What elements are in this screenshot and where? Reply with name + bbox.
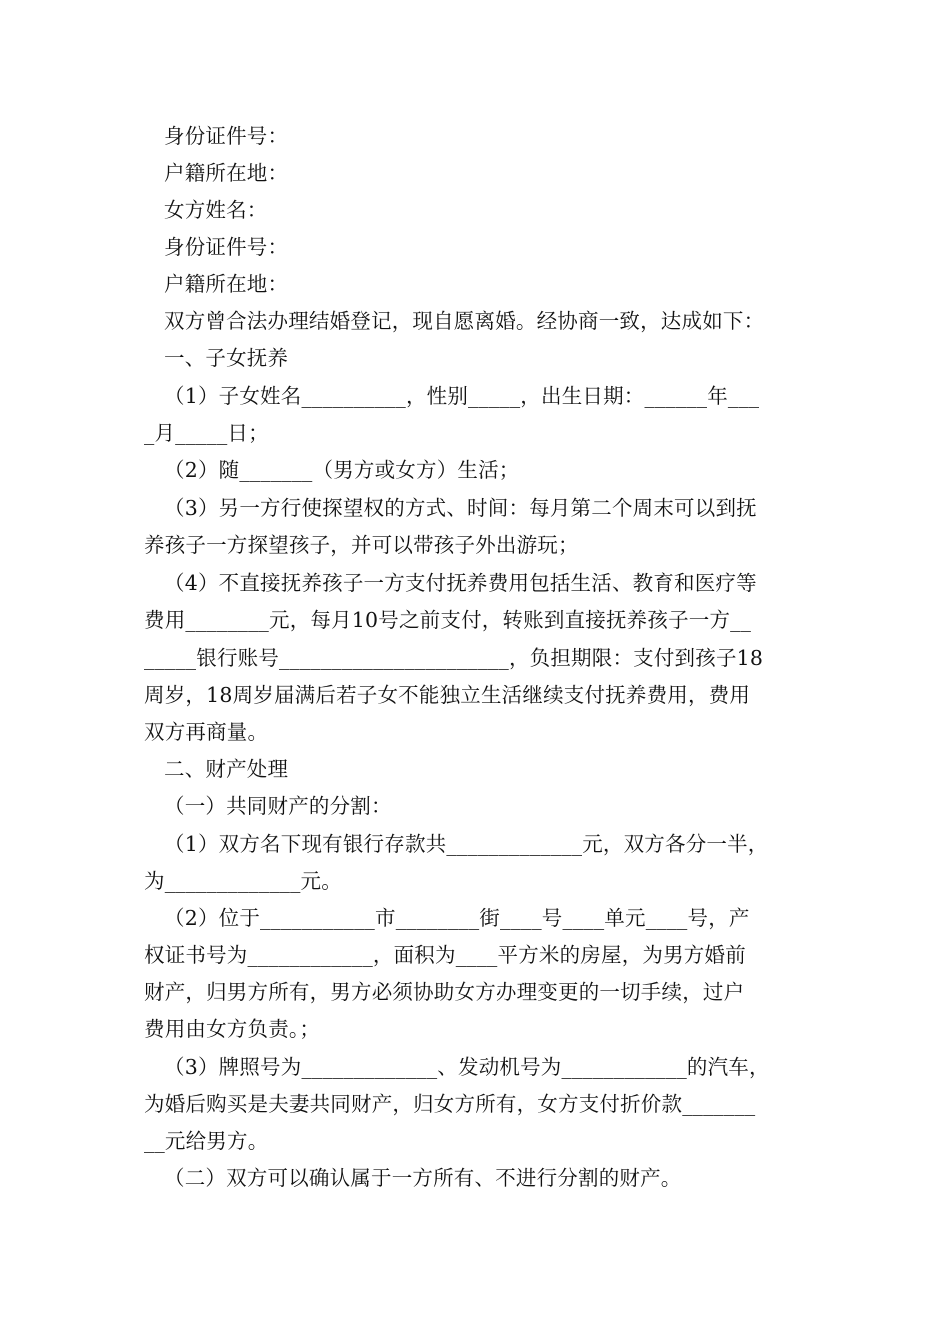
text-line: 女方姓名： <box>164 198 268 222</box>
text-line: 身份证件号： <box>164 124 289 148</box>
text-line: （1）子女姓名__________，性别_____，出生日期：______年___ <box>164 384 760 408</box>
text-line: 权证书号为____________，面积为____平方米的房屋，为男方婚前 <box>144 943 746 967</box>
text-line: 周岁，18周岁届满后若子女不能独立生活继续支付抚养费用，费用 <box>144 683 751 707</box>
text-line: （3）牌照号为_____________、发动机号为____________的汽车， <box>164 1055 770 1079</box>
text-line: （2）随_______（男方或女方）生活； <box>164 458 520 482</box>
text-line: 身份证件号： <box>164 235 289 259</box>
text-line: 双方曾合法办理结婚登记，现自愿离婚。经协商一致，达成如下： <box>164 309 765 333</box>
text-line: 为_____________元。 <box>144 869 342 893</box>
section-heading: 二、财产处理 <box>164 757 289 781</box>
text-line: _____银行账号______________________，负担期限：支付到孩子18 <box>144 646 764 670</box>
text-line: 养孩子一方探望孩子，并可以带孩子外出游玩； <box>144 533 579 557</box>
text-line: （3）另一方行使探望权的方式、时间：每月第二个周末可以到抚 <box>164 496 757 520</box>
text-line: 财产，归男方所有，男方必须协助女方办理变更的一切手续，过户 <box>144 980 745 1004</box>
text-line: （4）不直接抚养孩子一方支付抚养费用包括生活、教育和医疗等 <box>164 571 757 595</box>
text-line: （2）位于___________市________街____号____单元____号，产 <box>164 906 750 930</box>
text-line: （1）双方名下现有银行存款共_____________元，双方各分一半， <box>164 832 769 856</box>
section-heading: 一、子女抚养 <box>164 346 289 370</box>
text-line: 费用由女方负责。； <box>144 1017 321 1041</box>
text-line: 费用________元，每月10号之前支付，转账到直接抚养孩子一方__ <box>144 608 752 632</box>
subsection-heading: （二）双方可以确认属于一方所有、不进行分割的财产。 <box>164 1166 682 1190</box>
text-line: 为婚后购买是夫妻共同财产，归女方所有，女方支付折价款_______ <box>144 1092 756 1116</box>
text-line: 户籍所在地： <box>164 161 289 185</box>
subsection-heading: （一）共同财产的分割： <box>164 794 392 818</box>
text-line: __元给男方。 <box>144 1129 269 1153</box>
text-line: 户籍所在地： <box>164 272 289 296</box>
text-line: 双方再商量。 <box>144 720 269 744</box>
text-line: _月_____日； <box>144 421 269 445</box>
